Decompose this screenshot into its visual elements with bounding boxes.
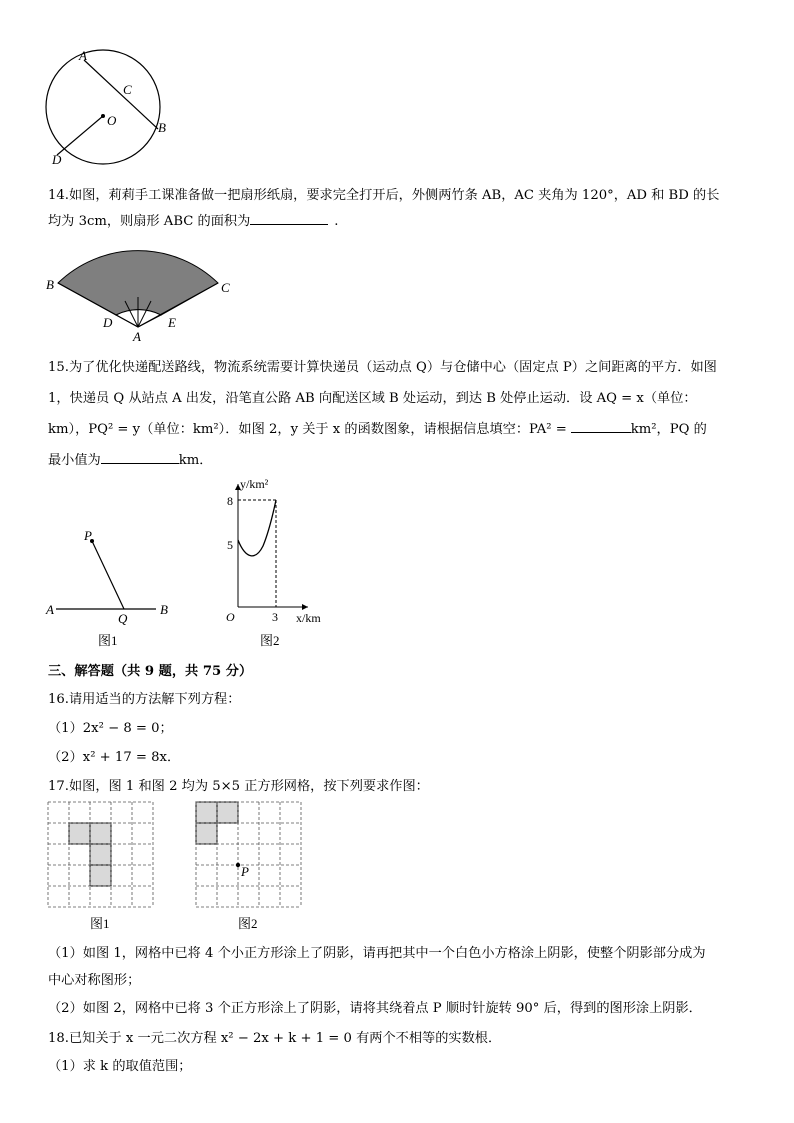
section-3-header: 三、解答题（共 9 题，共 75 分） — [48, 664, 253, 679]
caption-fig1: 图1 — [98, 633, 118, 648]
label-A: A — [79, 48, 87, 63]
q15-line2: 1，快递员 Q 从站点 A 出发，沿笔直公路 AB 向配送区域 B 处运动，到达 B 处停止运动．设 AQ = x（单位： — [48, 391, 697, 406]
q18-part-1: （1）求 k 的取值范围； — [48, 1059, 192, 1074]
label-O: O — [107, 113, 117, 128]
q15-figure-2 — [218, 476, 348, 656]
label-C: C — [221, 280, 230, 295]
x-tick-3: 3 — [272, 610, 278, 624]
label-C: C — [123, 82, 132, 97]
q15-answer-blank-1[interactable] — [571, 420, 631, 433]
q16-part-1: （1）2x² − 8 = 0； — [48, 721, 173, 736]
q14-line2 — [48, 210, 338, 229]
label-D: D — [103, 315, 113, 330]
circle-figure — [40, 48, 180, 173]
q14-answer-blank[interactable] — [250, 212, 328, 225]
q16-stem: 16.请用适当的方法解下列方程： — [48, 692, 241, 707]
label-A: A — [133, 329, 141, 344]
q15-line4-post: km． — [178, 453, 213, 468]
q15-figure-1 — [40, 525, 180, 655]
label-B: B — [46, 277, 54, 292]
label-P: P — [241, 864, 249, 879]
q17-part-1-line2: 中心对称图形； — [48, 973, 141, 988]
q17-part-2: （2）如图 2，网格中已将 3 个正方形涂上了阴影，请将其绕着点 P 顺时针旋转 90° 后，得到的图形涂上阴影． — [48, 1001, 702, 1016]
q17-grid-figure-1 — [46, 800, 161, 935]
origin-label: O — [226, 610, 235, 624]
q15-line3-pre: km），PQ² = y（单位：km²）．如图 2，y 关于 x 的函数图象，请根据信息填空：PA² = — [48, 422, 567, 437]
q15-line4 — [48, 449, 212, 468]
label-B: B — [160, 602, 168, 617]
q15-line3-post: km²，PQ 的 — [630, 422, 707, 437]
q17-stem: 17.如图，图 1 和图 2 均为 5×5 正方形网格，按下列要求作图： — [48, 779, 429, 794]
q17-part-1-line1: （1）如图 1，网格中已将 4 个小正方形涂上了阴影，请再把其中一个白色小方格涂上阴影，使整个阴影部分成为 — [48, 946, 706, 961]
q15-line3 — [48, 418, 707, 437]
y-tick-8: 8 — [227, 494, 233, 508]
caption-grid-fig2: 图2 — [238, 916, 258, 931]
q15-line4-pre: 最小值为 — [48, 453, 101, 468]
label-B: B — [158, 120, 166, 135]
q14-line2-post: . — [334, 214, 339, 229]
q18-stem: 18.已知关于 x 一元二次方程 x² − 2x + k + 1 = 0 有两个不相等的实数根． — [48, 1031, 502, 1046]
label-E: E — [168, 315, 176, 330]
q15-line1: 15.为了优化快递配送路线，物流系统需要计算快递员（运动点 Q）与仓储中心（固定点 P）之间距离的平方．如图 — [48, 360, 717, 375]
label-Q: Q — [118, 611, 128, 626]
q14-line1: 14.如图，莉莉手工课准备做一把扇形纸扇，要求完全打开后，外侧两竹条 AB，AC 夹角为 120°，AD 和 BD 的长 — [48, 188, 720, 203]
y-tick-5: 5 — [227, 538, 233, 552]
x-axis-label: x/km — [296, 611, 321, 625]
q16-part-2: （2）x² + 17 = 8x． — [48, 750, 181, 765]
label-P: P — [84, 528, 92, 543]
label-D: D — [52, 152, 62, 167]
caption-grid-fig1: 图1 — [90, 916, 110, 931]
caption-fig2: 图2 — [260, 633, 280, 648]
q17-grid-figure-2 — [194, 800, 309, 935]
fan-figure — [40, 235, 250, 345]
q15-answer-blank-2[interactable] — [101, 451, 179, 464]
y-axis-label: y/km² — [240, 477, 269, 491]
q14-line2-pre: 均为 3cm，则扇形 ABC 的面积为 — [48, 214, 251, 229]
label-A: A — [46, 602, 54, 617]
